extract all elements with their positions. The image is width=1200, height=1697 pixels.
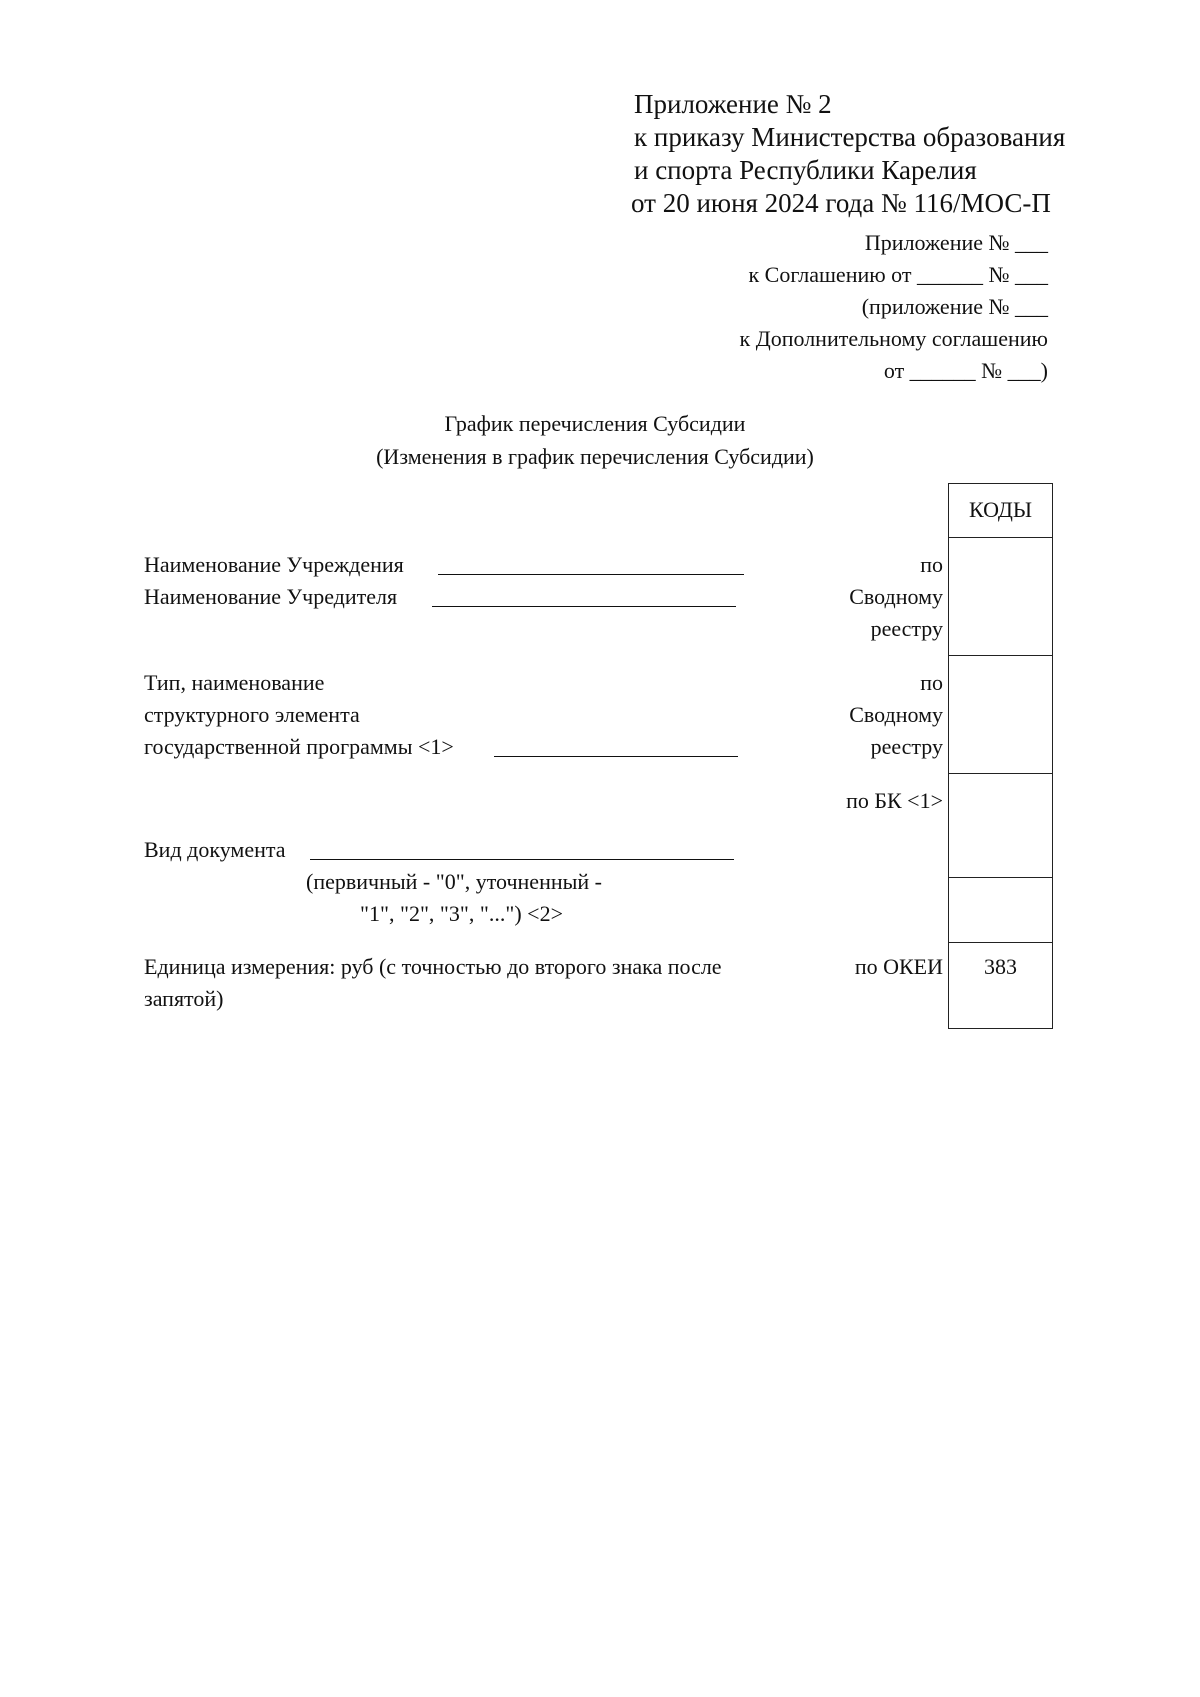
institution-label: Наименование Учреждения bbox=[144, 552, 404, 577]
okei-code-value: 383 bbox=[984, 954, 1017, 979]
supplementary-appendix-number: (приложение № ___ bbox=[861, 294, 1048, 319]
title-main: График перечисления Субсидии bbox=[444, 411, 746, 436]
doc-type-hint: "1", "2", "3", "...") <2> bbox=[360, 901, 563, 926]
bk-label: по БК <1> bbox=[846, 788, 943, 813]
program-label-line: Тип, наименование bbox=[144, 670, 325, 695]
unit-label-line: Единица измерения: руб (с точностью до второго знака после bbox=[144, 954, 722, 979]
order-appendix-number: Приложение № 2 bbox=[634, 89, 832, 119]
agreement-appendix-number: Приложение № ___ bbox=[864, 230, 1048, 255]
registry-label-line: Сводному bbox=[849, 584, 943, 609]
codes-table-border bbox=[948, 483, 1053, 1029]
institution-field[interactable] bbox=[438, 574, 744, 575]
registry-label-line: реестру bbox=[870, 616, 943, 641]
codes-row-divider bbox=[948, 877, 1053, 878]
doc-type-field[interactable] bbox=[310, 859, 734, 860]
registry-label-line: по bbox=[920, 552, 943, 577]
founder-label: Наименование Учредителя bbox=[144, 584, 398, 609]
registry-label-line: по bbox=[920, 670, 943, 695]
okei-label: по ОКЕИ bbox=[854, 954, 943, 979]
doc-type-label: Вид документа bbox=[144, 837, 286, 862]
program-label-line: государственной программы <1> bbox=[144, 734, 454, 759]
program-field[interactable] bbox=[494, 756, 738, 757]
order-reference: к приказу Министерства образования bbox=[634, 122, 1066, 152]
unit-label-line: запятой) bbox=[144, 986, 224, 1011]
title-changes: (Изменения в график перечисления Субсидии) bbox=[376, 444, 814, 469]
supplementary-agreement-label: к Дополнительному соглашению bbox=[739, 326, 1048, 351]
codes-row-divider bbox=[948, 537, 1053, 538]
codes-row-divider bbox=[948, 655, 1053, 656]
program-label-line: структурного элемента bbox=[144, 702, 360, 727]
order-date-number: от 20 июня 2024 года № 116/МОС-П bbox=[631, 188, 1051, 218]
registry-label-line: реестру bbox=[870, 734, 943, 759]
doc-type-hint: (первичный - "0", уточненный - bbox=[306, 869, 602, 894]
supplementary-date-number: от ______ № ___) bbox=[883, 358, 1048, 383]
agreement-date-number: к Соглашению от ______ № ___ bbox=[748, 262, 1048, 287]
codes-row-divider bbox=[948, 773, 1053, 774]
codes-row-divider bbox=[948, 942, 1053, 943]
order-ministry: и спорта Республики Карелия bbox=[634, 155, 977, 185]
founder-field[interactable] bbox=[432, 606, 736, 607]
codes-header: КОДЫ bbox=[968, 497, 1033, 522]
registry-label-line: Сводному bbox=[849, 702, 943, 727]
